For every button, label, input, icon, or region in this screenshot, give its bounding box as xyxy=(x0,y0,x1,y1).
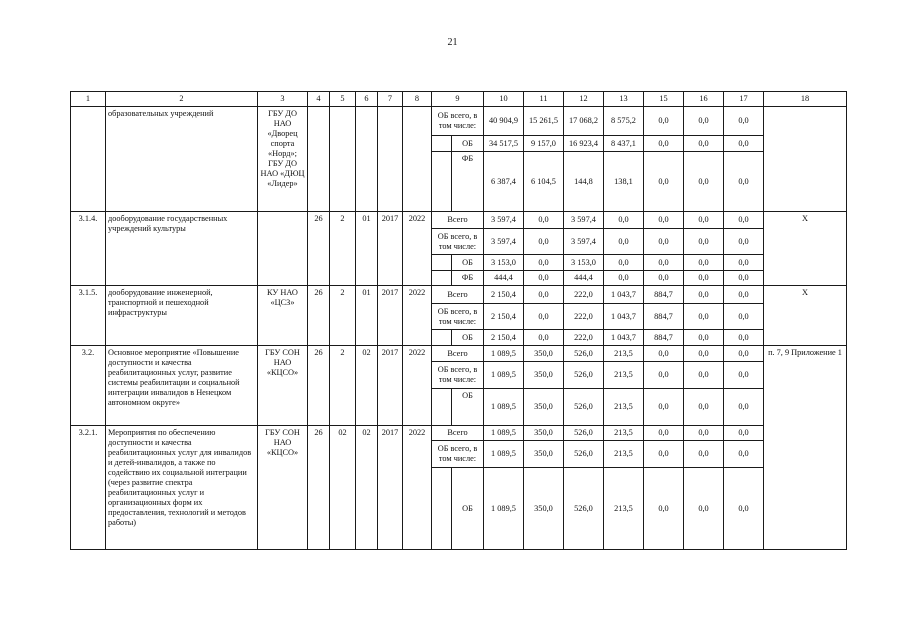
amount-cell: 213,5 xyxy=(604,389,644,426)
item-name: Мероприятия по обеспечению доступности и качества реабилитационных услуг для инвалидов и детей-инвалидов, а также по содействию их социальной интеграции (через развитие спектра реабилитационных услуг и организационных форм их предоставления, технологий и методов работы) xyxy=(106,426,258,550)
amount-cell: 1 089,5 xyxy=(484,389,524,426)
amount-cell: 213,5 xyxy=(604,362,644,389)
amount-cell: 0,0 xyxy=(684,330,724,346)
funding-label: ОБ xyxy=(452,468,484,550)
amount-cell: 0,0 xyxy=(724,389,764,426)
amount-cell: 526,0 xyxy=(564,346,604,362)
amount-cell: 138,1 xyxy=(604,152,644,212)
amount-cell: 0,0 xyxy=(644,152,684,212)
amount-cell: 350,0 xyxy=(524,468,564,550)
amount-cell: 526,0 xyxy=(564,441,604,468)
amount-cell: 0,0 xyxy=(684,229,724,255)
amount-cell: 0,0 xyxy=(684,136,724,152)
amount-cell: 0,0 xyxy=(524,212,564,229)
amount-cell: 9 157,0 xyxy=(524,136,564,152)
amount-cell: 0,0 xyxy=(644,212,684,229)
amount-cell: 0,0 xyxy=(604,271,644,286)
amount-cell: 0,0 xyxy=(524,255,564,271)
item-executor: ГБУ СОН НАО «КЦСО» xyxy=(258,426,308,550)
cell-6: 01 xyxy=(356,286,378,346)
amount-cell: 0,0 xyxy=(644,441,684,468)
amount-cell: 0,0 xyxy=(684,362,724,389)
amount-cell: 526,0 xyxy=(564,426,604,441)
table-row xyxy=(71,107,847,136)
amount-cell: 40 904,9 xyxy=(484,107,524,136)
amount-cell: 8 437,1 xyxy=(604,136,644,152)
indent-cell xyxy=(432,255,452,271)
amount-cell: 3 597,4 xyxy=(484,212,524,229)
amount-cell: 15 261,5 xyxy=(524,107,564,136)
amount-cell: 2 150,4 xyxy=(484,330,524,346)
header-cell: 12 xyxy=(564,92,604,107)
amount-cell: 213,5 xyxy=(604,346,644,362)
amount-cell: 0,0 xyxy=(644,229,684,255)
amount-cell: 1 089,5 xyxy=(484,441,524,468)
cell-5: 2 xyxy=(330,212,356,286)
amount-cell: 0,0 xyxy=(644,255,684,271)
cell-6 xyxy=(356,107,378,212)
header-cell: 18 xyxy=(764,92,847,107)
header-cell: 16 xyxy=(684,92,724,107)
header-cell: 8 xyxy=(403,92,432,107)
cell-6: 02 xyxy=(356,426,378,550)
amount-cell: 884,7 xyxy=(644,304,684,330)
item-number: 3.2. xyxy=(71,346,106,426)
amount-cell: 2 150,4 xyxy=(484,304,524,330)
funding-label: ОБ всего, в том числе: xyxy=(432,441,484,468)
table-row xyxy=(71,286,847,304)
header-cell: 17 xyxy=(724,92,764,107)
amount-cell: 3 597,4 xyxy=(564,229,604,255)
cell-8: 2022 xyxy=(403,212,432,286)
amount-cell: 0,0 xyxy=(724,346,764,362)
amount-cell: 0,0 xyxy=(684,271,724,286)
item-name: образовательных учреждений xyxy=(106,107,258,212)
amount-cell: 0,0 xyxy=(724,229,764,255)
amount-cell: 0,0 xyxy=(524,330,564,346)
item-number: 3.1.5. xyxy=(71,286,106,346)
cell-4: 26 xyxy=(308,426,330,550)
amount-cell: 222,0 xyxy=(564,304,604,330)
amount-cell: 0,0 xyxy=(684,441,724,468)
funding-label: ОБ xyxy=(452,136,484,152)
amount-cell: 0,0 xyxy=(684,426,724,441)
funding-label: Всего xyxy=(432,426,484,441)
amount-cell: 0,0 xyxy=(644,468,684,550)
indent-cell xyxy=(432,389,452,426)
amount-cell: 0,0 xyxy=(684,346,724,362)
amount-cell: 3 153,0 xyxy=(484,255,524,271)
amount-cell: 444,4 xyxy=(564,271,604,286)
item-executor: ГБУ ДО НАО «Дворец спорта «Норд»; ГБУ ДО НАО «ДЮЦ «Лидер» xyxy=(258,107,308,212)
amount-cell: 526,0 xyxy=(564,389,604,426)
amount-cell: 1 089,5 xyxy=(484,468,524,550)
amount-cell: 0,0 xyxy=(684,286,724,304)
header-cell: 6 xyxy=(356,92,378,107)
amount-cell: 0,0 xyxy=(724,426,764,441)
amount-cell: 3 597,4 xyxy=(564,212,604,229)
amount-cell: 3 153,0 xyxy=(564,255,604,271)
cell-18: Х xyxy=(764,212,847,286)
header-cell: 11 xyxy=(524,92,564,107)
header-cell: 10 xyxy=(484,92,524,107)
funding-label: ОБ xyxy=(452,255,484,271)
amount-cell: 350,0 xyxy=(524,389,564,426)
amount-cell: 0,0 xyxy=(604,255,644,271)
cell-4: 26 xyxy=(308,346,330,426)
item-name: Основное мероприятие «Повышение доступности и качества реабилитационных услуг, развитие системы реабилитации и социальной интеграции инвалидов в Ненецком автономном округе» xyxy=(106,346,258,426)
header-cell: 13 xyxy=(604,92,644,107)
amount-cell: 17 068,2 xyxy=(564,107,604,136)
amount-cell: 0,0 xyxy=(644,389,684,426)
indent-cell xyxy=(432,330,452,346)
amount-cell: 0,0 xyxy=(524,229,564,255)
program-table xyxy=(70,91,847,550)
amount-cell: 0,0 xyxy=(684,152,724,212)
amount-cell: 6 387,4 xyxy=(484,152,524,212)
amount-cell: 1 043,7 xyxy=(604,286,644,304)
item-executor xyxy=(258,212,308,286)
cell-6: 01 xyxy=(356,212,378,286)
funding-label: ОБ всего, в том числе: xyxy=(432,362,484,389)
cell-5: 02 xyxy=(330,426,356,550)
amount-cell: 0,0 xyxy=(724,212,764,229)
funding-label: Всего xyxy=(432,212,484,229)
cell-8: 2022 xyxy=(403,346,432,426)
amount-cell: 8 575,2 xyxy=(604,107,644,136)
cell-5: 2 xyxy=(330,286,356,346)
amount-cell: 0,0 xyxy=(644,346,684,362)
item-number: 3.1.4. xyxy=(71,212,106,286)
funding-label: Всего xyxy=(432,346,484,362)
item-name: дооборудование инженерной, транспортной и пешеходной инфраструктуры xyxy=(106,286,258,346)
amount-cell: 884,7 xyxy=(644,286,684,304)
amount-cell: 0,0 xyxy=(684,212,724,229)
amount-cell: 0,0 xyxy=(604,212,644,229)
header-cell: 15 xyxy=(644,92,684,107)
amount-cell: 144,8 xyxy=(564,152,604,212)
funding-label: ОБ xyxy=(452,330,484,346)
item-executor: КУ НАО «ЦСЗ» xyxy=(258,286,308,346)
amount-cell: 1 089,5 xyxy=(484,426,524,441)
funding-label: ОБ всего, в том числе: xyxy=(432,229,484,255)
table-row xyxy=(71,212,847,229)
amount-cell: 0,0 xyxy=(724,271,764,286)
table-row xyxy=(71,346,847,362)
cell-5 xyxy=(330,107,356,212)
amount-cell: 0,0 xyxy=(684,107,724,136)
amount-cell: 222,0 xyxy=(564,286,604,304)
amount-cell: 213,5 xyxy=(604,441,644,468)
cell-5: 2 xyxy=(330,346,356,426)
header-cell: 5 xyxy=(330,92,356,107)
item-name: дооборудование государственных учреждений культуры xyxy=(106,212,258,286)
amount-cell: 213,5 xyxy=(604,426,644,441)
amount-cell: 6 104,5 xyxy=(524,152,564,212)
cell-8 xyxy=(403,107,432,212)
amount-cell: 0,0 xyxy=(684,468,724,550)
header-row xyxy=(71,92,847,107)
indent-cell xyxy=(432,271,452,286)
amount-cell: 350,0 xyxy=(524,426,564,441)
cell-4: 26 xyxy=(308,212,330,286)
amount-cell: 0,0 xyxy=(724,152,764,212)
amount-cell: 350,0 xyxy=(524,346,564,362)
item-number: 3.2.1. xyxy=(71,426,106,550)
amount-cell: 0,0 xyxy=(724,304,764,330)
cell-4 xyxy=(308,107,330,212)
header-cell: 7 xyxy=(378,92,403,107)
funding-label: ОБ всего, в том числе: xyxy=(432,107,484,136)
amount-cell: 0,0 xyxy=(724,255,764,271)
amount-cell: 0,0 xyxy=(724,286,764,304)
cell-4: 26 xyxy=(308,286,330,346)
amount-cell: 0,0 xyxy=(684,389,724,426)
amount-cell: 0,0 xyxy=(604,229,644,255)
header-cell: 9 xyxy=(432,92,484,107)
amount-cell: 0,0 xyxy=(684,255,724,271)
item-executor: ГБУ СОН НАО «КЦСО» xyxy=(258,346,308,426)
funding-label: ОБ всего, в том числе: xyxy=(432,304,484,330)
amount-cell: 0,0 xyxy=(724,330,764,346)
funding-label: Всего xyxy=(432,286,484,304)
amount-cell: 350,0 xyxy=(524,362,564,389)
cell-18 xyxy=(764,107,847,212)
header-cell: 2 xyxy=(106,92,258,107)
table-row xyxy=(71,426,847,441)
amount-cell: 222,0 xyxy=(564,330,604,346)
indent-cell xyxy=(432,468,452,550)
header-cell: 3 xyxy=(258,92,308,107)
cell-6: 02 xyxy=(356,346,378,426)
cell-8: 2022 xyxy=(403,286,432,346)
amount-cell: 0,0 xyxy=(644,426,684,441)
cell-8: 2022 xyxy=(403,426,432,550)
cell-7: 2017 xyxy=(378,346,403,426)
header-cell: 4 xyxy=(308,92,330,107)
amount-cell: 0,0 xyxy=(524,304,564,330)
indent-cell xyxy=(432,152,452,212)
funding-label: ФБ xyxy=(452,152,484,212)
amount-cell: 526,0 xyxy=(564,468,604,550)
amount-cell: 350,0 xyxy=(524,441,564,468)
amount-cell: 34 517,5 xyxy=(484,136,524,152)
funding-label: ФБ xyxy=(452,271,484,286)
header-cell: 1 xyxy=(71,92,106,107)
amount-cell: 0,0 xyxy=(524,271,564,286)
amount-cell: 0,0 xyxy=(724,107,764,136)
funding-label: ОБ xyxy=(452,389,484,426)
amount-cell: 0,0 xyxy=(644,271,684,286)
amount-cell: 2 150,4 xyxy=(484,286,524,304)
cell-7: 2017 xyxy=(378,286,403,346)
amount-cell: 0,0 xyxy=(644,362,684,389)
amount-cell: 213,5 xyxy=(604,468,644,550)
cell-18: Х xyxy=(764,286,847,346)
amount-cell: 0,0 xyxy=(684,304,724,330)
cell-7 xyxy=(378,107,403,212)
amount-cell: 0,0 xyxy=(724,136,764,152)
amount-cell: 0,0 xyxy=(724,362,764,389)
amount-cell: 1 089,5 xyxy=(484,346,524,362)
amount-cell: 1 089,5 xyxy=(484,362,524,389)
amount-cell: 1 043,7 xyxy=(604,330,644,346)
cell-18: п. 7, 9 Приложение 1 xyxy=(764,346,847,550)
amount-cell: 0,0 xyxy=(724,468,764,550)
indent-cell xyxy=(432,136,452,152)
amount-cell: 1 043,7 xyxy=(604,304,644,330)
item-number xyxy=(71,107,106,212)
amount-cell: 0,0 xyxy=(644,136,684,152)
cell-7: 2017 xyxy=(378,426,403,550)
page-number: 21 xyxy=(447,37,458,48)
amount-cell: 0,0 xyxy=(724,441,764,468)
amount-cell: 0,0 xyxy=(644,107,684,136)
amount-cell: 444,4 xyxy=(484,271,524,286)
amount-cell: 3 597,4 xyxy=(484,229,524,255)
amount-cell: 0,0 xyxy=(524,286,564,304)
cell-7: 2017 xyxy=(378,212,403,286)
amount-cell: 526,0 xyxy=(564,362,604,389)
amount-cell: 16 923,4 xyxy=(564,136,604,152)
amount-cell: 884,7 xyxy=(644,330,684,346)
